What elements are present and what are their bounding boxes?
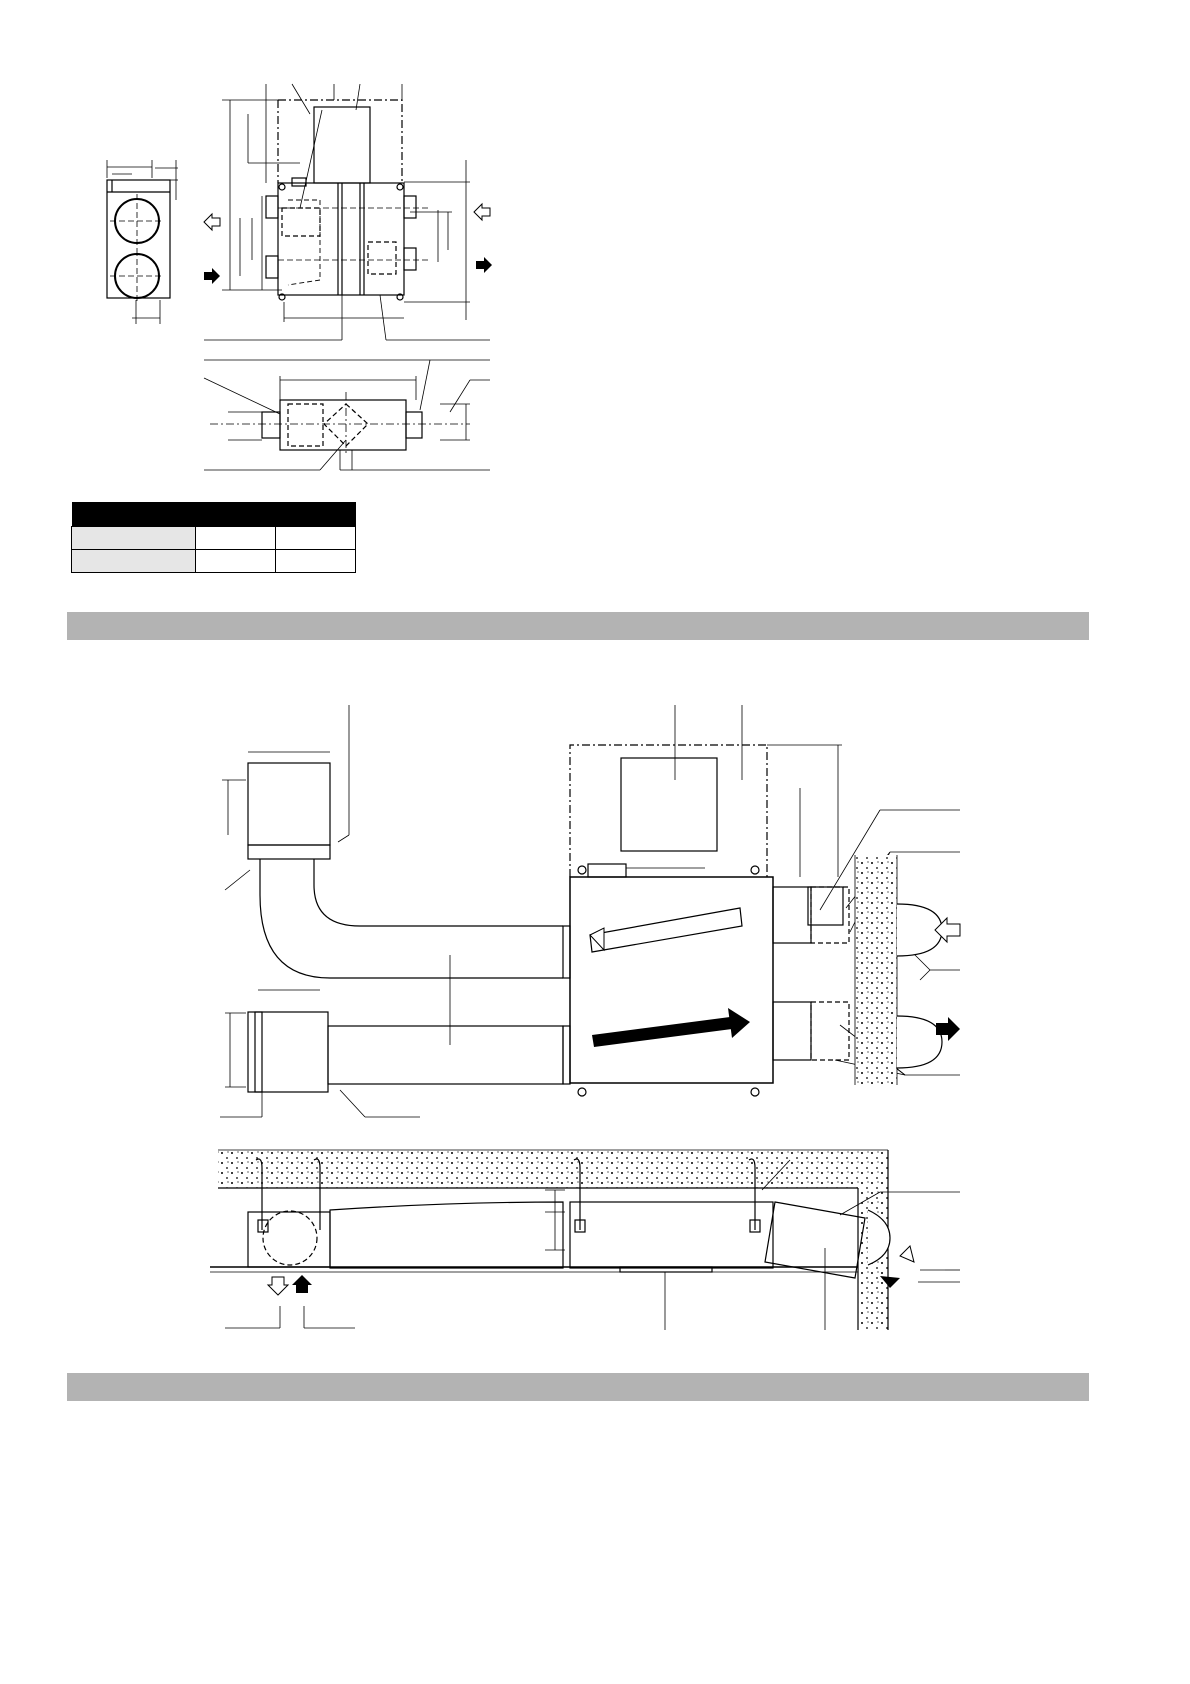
supply-arrowhead-icon	[728, 1008, 750, 1038]
spec-row-label	[72, 550, 196, 573]
plan-view	[204, 84, 490, 340]
dimension-drawing	[0, 0, 1190, 500]
spec-table	[71, 502, 356, 573]
section-bar-next	[67, 1373, 1089, 1401]
supply-grille-arrow-icon	[292, 1275, 312, 1293]
spec-row-label	[72, 527, 196, 550]
spec-cell	[196, 527, 276, 550]
table-row	[72, 550, 356, 573]
exhaust-air-arrow-icon	[476, 257, 492, 273]
duct-plan	[220, 705, 570, 1117]
wall-plan	[855, 855, 897, 1085]
spec-cell	[196, 550, 276, 573]
return-grille-arrow-icon	[268, 1277, 288, 1295]
supply-air-arrow-icon	[592, 1017, 732, 1047]
installation-drawing	[0, 690, 1190, 1350]
spec-cell	[276, 527, 356, 550]
return-air-arrow-icon	[590, 908, 742, 952]
supply-air-arrow-icon	[204, 268, 220, 284]
table-row	[72, 527, 356, 550]
section-bar-installation	[67, 612, 1089, 640]
return-air-arrow-icon	[474, 204, 490, 220]
spec-cell	[276, 550, 356, 573]
spec-table-header	[72, 502, 356, 527]
outdoor-air-section-icon	[900, 1246, 914, 1262]
outdoor-air-arrow-icon	[204, 214, 220, 230]
front-view	[204, 360, 490, 470]
section-view	[210, 1150, 960, 1330]
side-view	[107, 160, 178, 324]
